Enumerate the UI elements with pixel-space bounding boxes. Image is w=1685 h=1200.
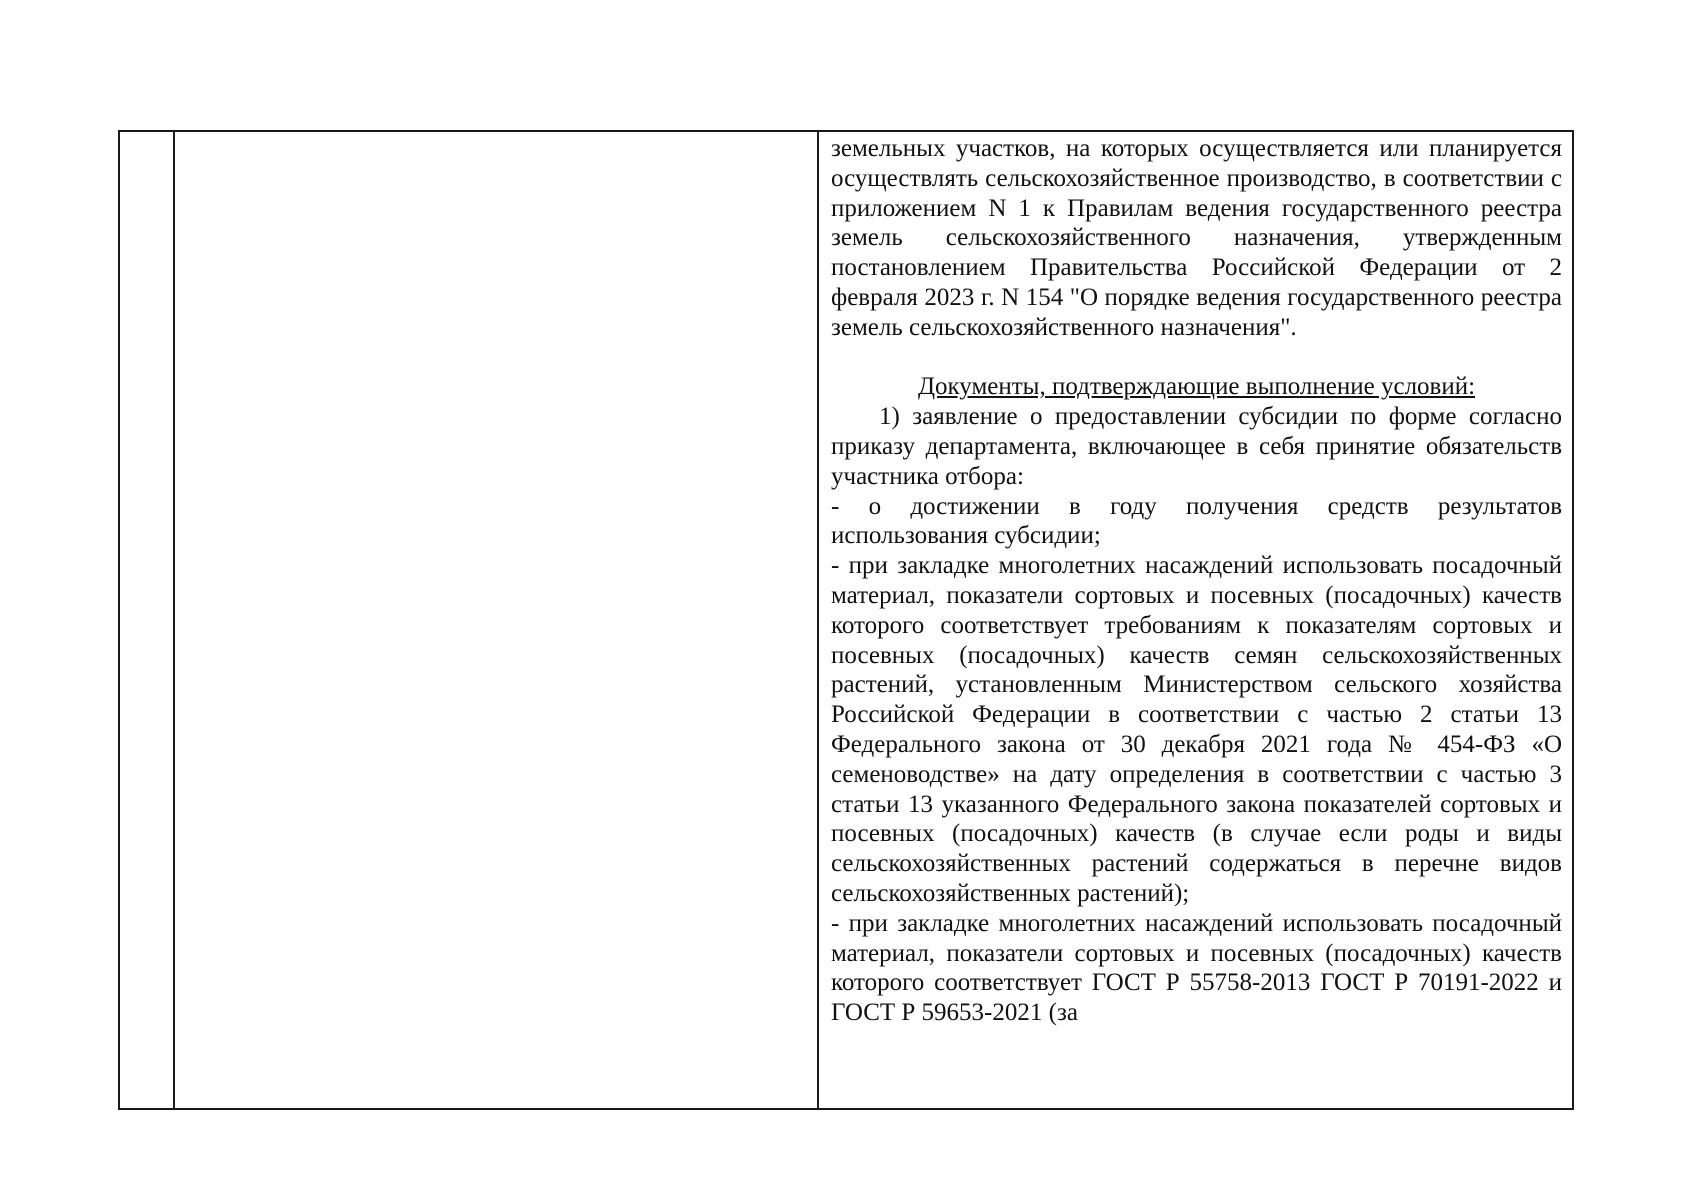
paragraph-land-plots: земельных участков, на которых осуществляется или планируется осуществлять сельскохозяйственное производство, в соответствии с приложением N 1 к Правилам ведения государственного реестра земель сельскохозяйственного назначения, утвержденным постановлением Правительства Российской Федерации от 2 февраля 2023 г. N 154 "О порядке ведения государственного реестра земель сельскохозяйственного назначения".	[831, 135, 1562, 341]
section-heading-documents: Документы, подтверждающие выполнение условий:	[917, 373, 1476, 401]
paragraph-obligation-seed-requirements: - при закладке многолетних насаждений использовать посадочный материал, показатели сортовых и посевных (посадочных) качеств которого соответствует требованиям к показателям сортовых и посевных (посадочных) качеств семян сельскохозяйственных растений, установленным Министерством сельского хозяйства Российской Федерации в соответствии с частью 2 статьи 13 Федерального закона от 30 декабря 2021 года № 454-ФЗ «О семеноводстве» на дату определения в соответствии с частью 3 статьи 13 указанного Федерального закона показателей сортовых и посевных (посадочных) качеств (в случае если роды и виды сельскохозяйственных растений содержаться в перечне видов сельскохозяйственных растений);	[831, 552, 1562, 907]
document-table	[118, 130, 1574, 1110]
table-column-number	[120, 132, 175, 1108]
table-column-conditions	[819, 132, 1572, 1108]
paragraph-spacer	[831, 343, 1562, 373]
paragraph-obligation-gost: - при закладке многолетних насаждений использовать посадочный материал, показатели сортовых и посевных (посадочных) качеств которого соответствует ГОСТ Р 55758-2013 ГОСТ Р 70191-2022 и ГОСТ Р 59653-2021 (за	[831, 909, 1562, 1027]
paragraph-obligation-results: - о достижении в году получения средств результатов использования субсидии;	[831, 492, 1562, 550]
paragraph-application: 1) заявление о предоставлении субсидии по форме согласно приказу департамента, включающее в себя принятие обязательств участника отбора:	[831, 403, 1562, 490]
table-column-name	[175, 132, 819, 1108]
